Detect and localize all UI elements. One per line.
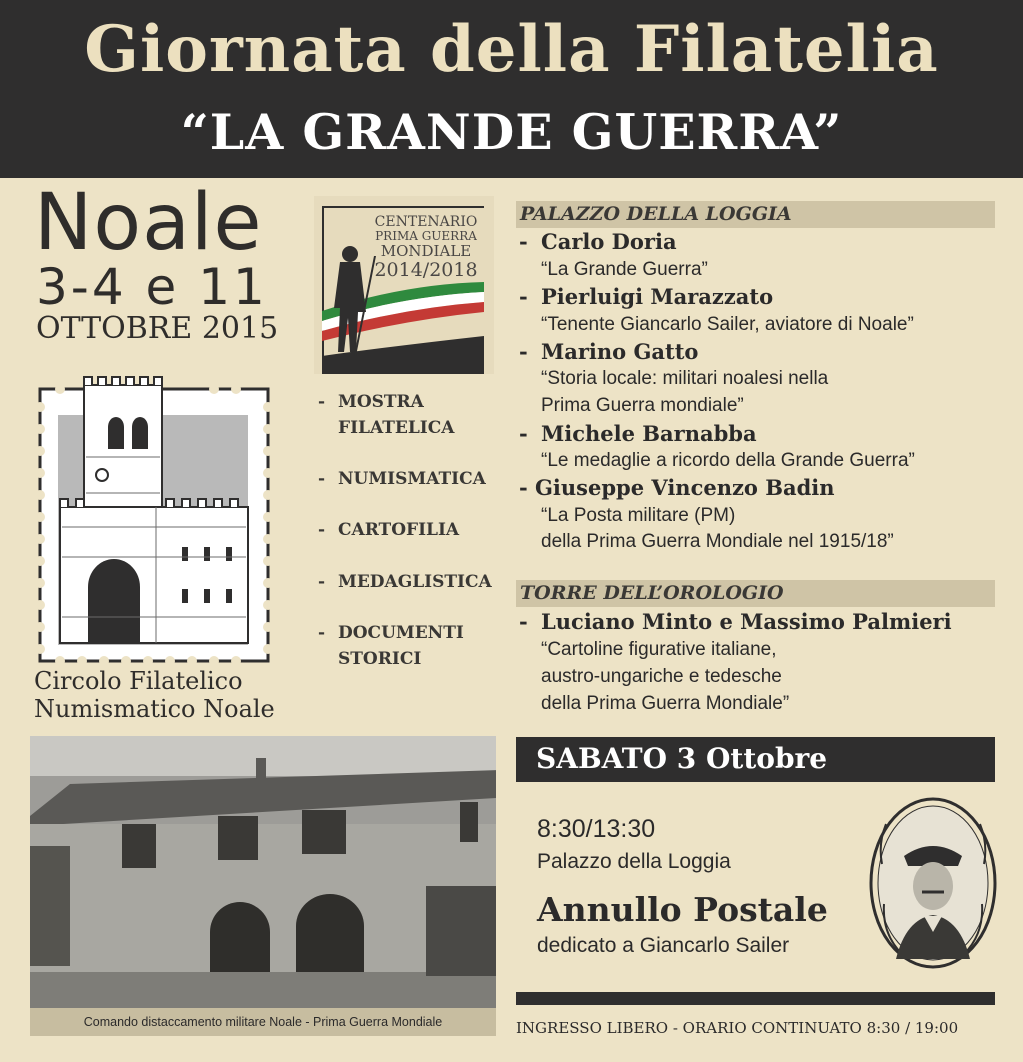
talk-dash: - [519,229,528,254]
stamp-tower-illustration [36,357,276,667]
footer-info: INGRESSO LIBERO - ORARIO CONTINUATO 8:30 / 19:00 [516,1019,959,1037]
talk-dash: - [519,421,528,446]
talk-title: austro-ungariche e tedesche [541,666,782,687]
club-name-line1: Circolo Filatelico [34,667,243,695]
talk-speaker: Marino Gatto [541,339,699,364]
talk-title: “Cartoline figurative italiane, [541,639,777,660]
annullo-place: Palazzo della Loggia [537,850,731,873]
talk-title: “Le medaglie a ricordo della Grande Guerra” [541,450,915,471]
section-title-torre: TORRE DELL’OROLOGIO [520,582,784,604]
talk-speaker: Giuseppe Vincenzo Badin [535,475,835,500]
event-month: OTTOBRE 2015 [36,311,279,346]
event-city: Noale [34,178,263,268]
event-days: 3-4 e 11 [36,258,268,316]
section-bar-torre [516,580,995,607]
talk-title: della Prima Guerra Mondiale” [541,693,790,714]
talk-dash: - [519,339,528,364]
poster-subtitle: “LA GRANDE GUERRA” [180,103,843,161]
talk-speaker: Pierluigi Marazzato [541,284,774,309]
centenario-logo [314,196,494,374]
talk-title: “Tenente Giancarlo Sailer, aviatore di Noale” [541,314,914,335]
talk-title: “La Posta militare (PM) [541,505,736,526]
annullo-time: 8:30/13:30 [537,815,656,843]
talk-speaker: Carlo Doria [541,229,677,254]
talk-dash: - [519,284,528,309]
talk-speaker: Michele Barnabba [541,421,757,446]
logo-line2: PRIMA GUERRA [375,229,477,243]
annullo-dedication: dedicato a Giancarlo Sailer [537,934,790,957]
talk-title: “Storia locale: militari noalesi nella [541,368,829,389]
photo-caption: Comando distaccamento militare Noale - Prima Guerra Mondiale [30,1008,496,1036]
talk-title: “La Grande Guerra” [541,259,708,280]
logo-line3: MONDIALE [380,242,472,260]
section-bar-palazzo [516,201,995,228]
talk-title: della Prima Guerra Mondiale nel 1915/18” [541,531,894,552]
talk-speaker: Luciano Minto e Massimo Palmieri [541,609,952,634]
historic-photo [30,736,496,1036]
talk-title: Prima Guerra mondiale” [541,395,744,416]
annullo-headline: Annullo Postale [537,890,828,929]
club-name-line2: Numismatico Noale [34,695,275,723]
talk-dash: - [519,609,528,634]
section-title-palazzo: PALAZZO DELLA LOGGIA [520,203,792,225]
talk-dash: - [519,475,528,500]
footer-bar [516,992,995,1005]
sailer-portrait [866,794,1000,972]
poster-title: Giornata della Filatelia [84,12,939,87]
saturday-label: SABATO 3 Ottobre [536,742,828,775]
logo-years: 2014/2018 [374,259,478,281]
logo-line1: CENTENARIO [374,214,478,230]
